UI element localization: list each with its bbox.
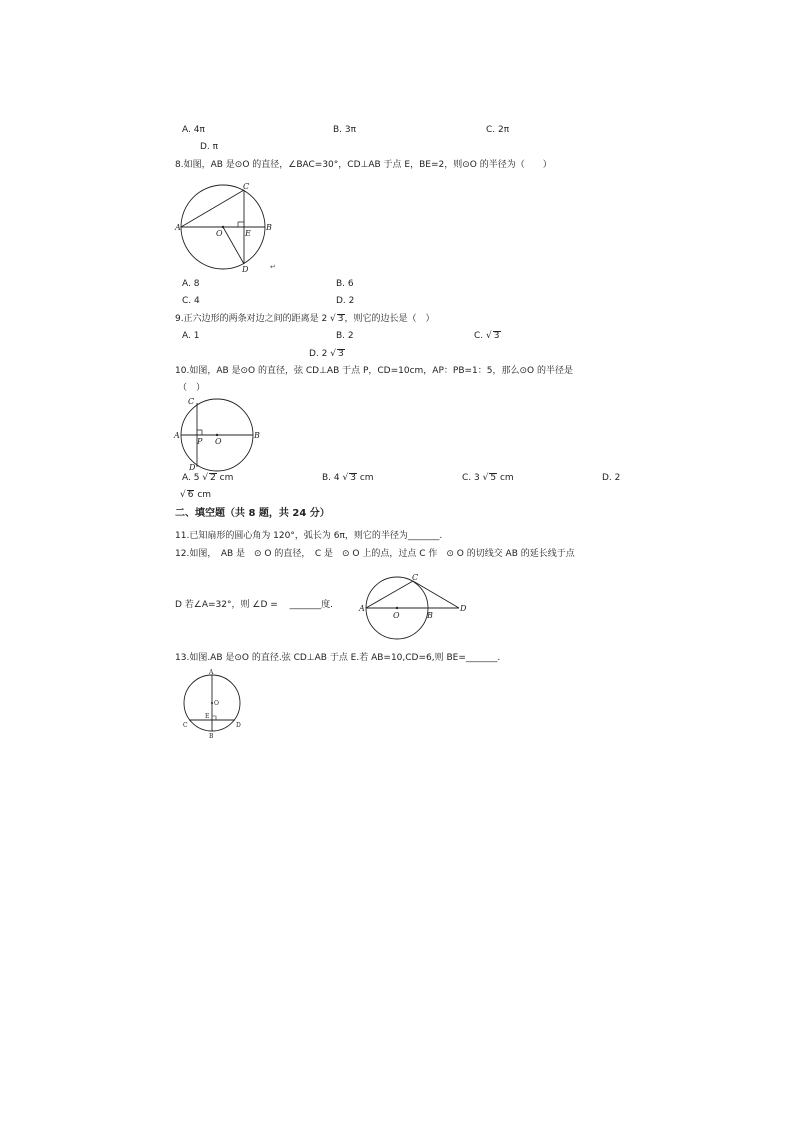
q7-option-c: C. 2π <box>486 125 510 135</box>
q8-option-c: C. 4 <box>182 296 200 306</box>
q9-option-c-prefix: C. <box>474 331 484 341</box>
q9-stem-radicand: 3 <box>337 314 344 324</box>
q13-label-a: A <box>209 669 214 676</box>
q10-option-b-unit: cm <box>359 473 374 483</box>
q10-option-d-radicand: 6 <box>187 490 194 500</box>
q10-option-a: A. 5 √ 2 cm <box>182 473 234 483</box>
q9-option-c: C. √ 3 <box>474 331 500 341</box>
q10-option-d-continued: √ 6 cm <box>180 490 212 500</box>
q9-option-d-prefix: D. 2 <box>309 349 328 359</box>
q12-figure <box>355 573 470 643</box>
q10-option-a-radicand: 2 <box>210 473 216 483</box>
q10-stem-paren: （ ） <box>178 383 206 393</box>
q9-option-d-radicand: 3 <box>338 349 344 359</box>
q13-label-d: D <box>236 722 241 729</box>
q10-label-a: A <box>174 431 180 440</box>
q10-stem: 10.如图，AB 是⊙O 的直径，弦 CD⊥AB 于点 P，CD=10cm，AP：PB=1：5，那么⊙O 的半径是 <box>175 366 573 376</box>
q10-label-d: D <box>189 463 196 472</box>
q9-stem-prefix: 9.正六边形的两条对边之间的距离是 2 <box>175 314 328 324</box>
q8-label-a: A <box>175 223 181 232</box>
q8-label-c: C <box>243 182 250 191</box>
q10-option-d-prefix: D. 2 <box>602 473 621 483</box>
q12-stem-line2: D 若∠A=32°，则 ∠D = _______度. <box>175 600 333 610</box>
q13-label-o: O <box>214 700 219 707</box>
return-mark: ↵ <box>270 263 276 271</box>
q8-option-b: B. 6 <box>336 279 354 289</box>
q12-label-b: B <box>427 611 433 620</box>
q7-option-a: A. 4π <box>182 125 205 135</box>
q8-option-d: D. 2 <box>336 296 355 306</box>
q12-label-c: C <box>412 573 419 582</box>
q11-stem: 11.已知扇形的圆心角为 120°，弧长为 6π，则它的半径为_______. <box>175 531 443 541</box>
q7-option-d: D. π <box>200 142 219 152</box>
q13-figure <box>180 667 244 741</box>
q10-option-a-unit: cm <box>219 473 234 483</box>
q10-option-a-prefix: A. 5 <box>182 473 200 483</box>
q10-option-c-radicand: 5 <box>490 473 497 483</box>
q8-label-e: E <box>245 229 251 238</box>
q9-stem-suffix: ，则它的边长是（ ） <box>344 314 435 324</box>
q12-label-a: A <box>359 604 365 613</box>
q10-label-c: C <box>188 397 195 406</box>
q10-figure <box>172 394 264 472</box>
q13-label-e: E <box>205 713 210 720</box>
q10-label-p: P <box>197 437 203 446</box>
q8-label-d: D <box>242 265 249 274</box>
q10-option-d-unit: cm <box>197 490 212 500</box>
q13-stem: 13.如图.AB 是⊙O 的直径.弦 CD⊥AB 于点 E.若 AB=10,CD=6,则 BE=_______. <box>175 653 501 663</box>
q10-option-b: B. 4 √ 3 cm <box>322 473 374 483</box>
q13-label-c: C <box>183 722 188 729</box>
q12-label-d: D <box>460 604 467 613</box>
q9-stem: 9.正六边形的两条对边之间的距离是 2 √ 3，则它的边长是（ ） <box>175 314 435 324</box>
q9-option-b: B. 2 <box>336 331 354 341</box>
q10-option-b-radicand: 3 <box>350 473 356 483</box>
q10-option-c-prefix: C. 3 <box>462 473 480 483</box>
q9-option-c-radicand: 3 <box>493 331 500 341</box>
q8-label-b: B <box>266 223 272 232</box>
q7-option-b: B. 3π <box>333 125 357 135</box>
q8-option-a: A. 8 <box>182 279 200 289</box>
q9-option-a: A. 1 <box>182 331 200 341</box>
q8-stem: 8.如图，AB 是⊙O 的直径，∠BAC=30°，CD⊥AB 于点 E，BE=2，则⊙O 的半径为（ ） <box>175 160 552 170</box>
q12-stem-line1: 12.如图， AB 是 ⊙ O 的直径， C 是 ⊙ O 上的点，过点 C 作 ⊙ O 的切线交 AB 的延长线于点 <box>175 549 575 559</box>
q10-label-o: O <box>215 437 222 446</box>
q10-option-c: C. 3 √ 5 cm <box>462 473 514 483</box>
section-heading-fill-blank: 二、填空题（共 8 题，共 24 分） <box>175 508 330 519</box>
q9-option-d: D. 2 √ 3 <box>309 349 344 359</box>
q10-label-b: B <box>254 431 260 440</box>
q13-label-b: B <box>209 733 214 740</box>
q10-option-c-unit: cm <box>499 473 514 483</box>
q12-label-o: O <box>393 611 400 620</box>
q8-figure <box>175 180 275 272</box>
q10-option-b-prefix: B. 4 <box>322 473 340 483</box>
q8-label-o: O <box>216 229 223 238</box>
